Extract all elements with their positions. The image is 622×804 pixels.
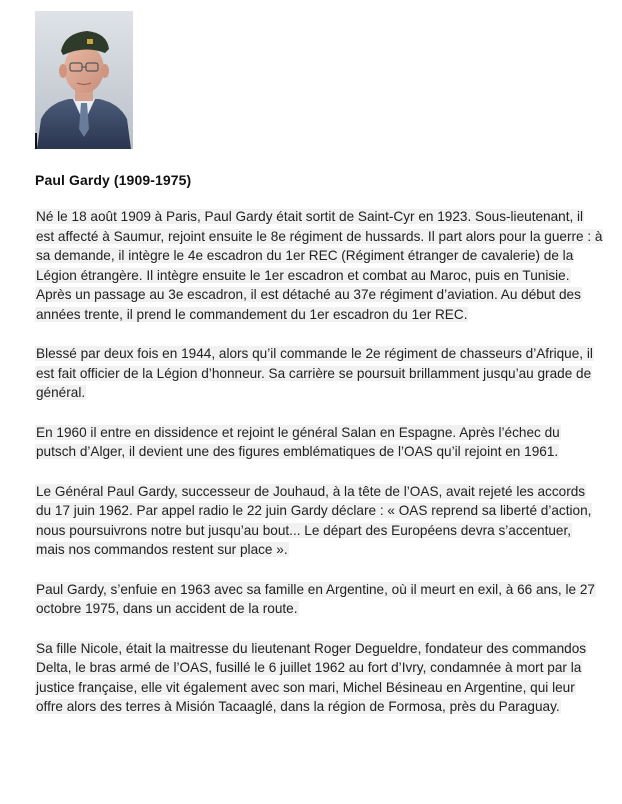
paragraph (35, 482, 603, 560)
paragraph (35, 423, 603, 462)
paragraph-text: En 1960 il entre en dissidence et rejoint le général Salan en Espagne. Après l’échec du putsch d’Alger, il devient une des figures emblématiques de l’OAS qu’il rejoint en 1961. (36, 424, 560, 459)
paragraph-text: Paul Gardy, s’enfuie en 1963 avec sa famille en Argentine, où il meurt en exil, à 66 ans, le 27 octobre 1975, dans un accident de la route. (36, 581, 595, 616)
page-title: Paul Gardy (1909-1975) (35, 172, 192, 188)
paragraph-text: Né le 18 août 1909 à Paris, Paul Gardy était sortit de Saint-Cyr en 1923. Sous-lieutenant, il est affecté à Saumur, rejoint ensuite le 8e régiment de hussards. Il part alors pour la guerre : à sa demande, il intègre le 4e escadron du 1er REC (Régiment étranger de cavalerie) de la Légion étrangère. Il intègre ensuite le 1er escadron et combat au Maroc, puis en Tunisie. Après un passage au 3e escadron, il est détaché au 37e régiment d’aviation. Au début des années trente, il prend le commandement du 1er escadron du 1er REC. (36, 209, 603, 322)
paragraph (35, 580, 603, 619)
paragraph-text: Blessé par deux fois en 1944, alors qu’il commande le 2e régiment de chasseurs d’Afrique, il est fait officier de la Légion d’honneur. Sa carrière se poursuit brillamment jusqu’au grade de général. (36, 346, 593, 400)
portrait-photo-icon (35, 11, 133, 149)
paragraph (35, 207, 603, 324)
paragraph-text: Sa fille Nicole, était la maitresse du lieutenant Roger Degueldre, fondateur des commandos Delta, le bras armé de l’OAS, fusillé le 6 juillet 1962 au fort d’Ivry, condamnée à mort par la justice française, elle vit également avec son mari, Michel Bésineau en Argentine, qui leur offre alors des terres à Misión Tacaaglé, dans la région de Formosa, près du Paraguay. (36, 640, 587, 714)
portrait-photo (35, 11, 133, 149)
paragraph-text: Le Général Paul Gardy, successeur de Jouhaud, à la tête de l’OAS, avait rejeté les accords du 17 juin 1962. Par appel radio le 22 juin Gardy déclare : « OAS reprend sa liberté d’action, nous poursuivrons notre but jusqu’au bout... Le départ des Européens devra s’accentuer, mais nos commandos restent sur place ». (36, 483, 592, 557)
paragraph (35, 639, 603, 717)
article-body (35, 207, 603, 737)
paragraph (35, 344, 603, 403)
